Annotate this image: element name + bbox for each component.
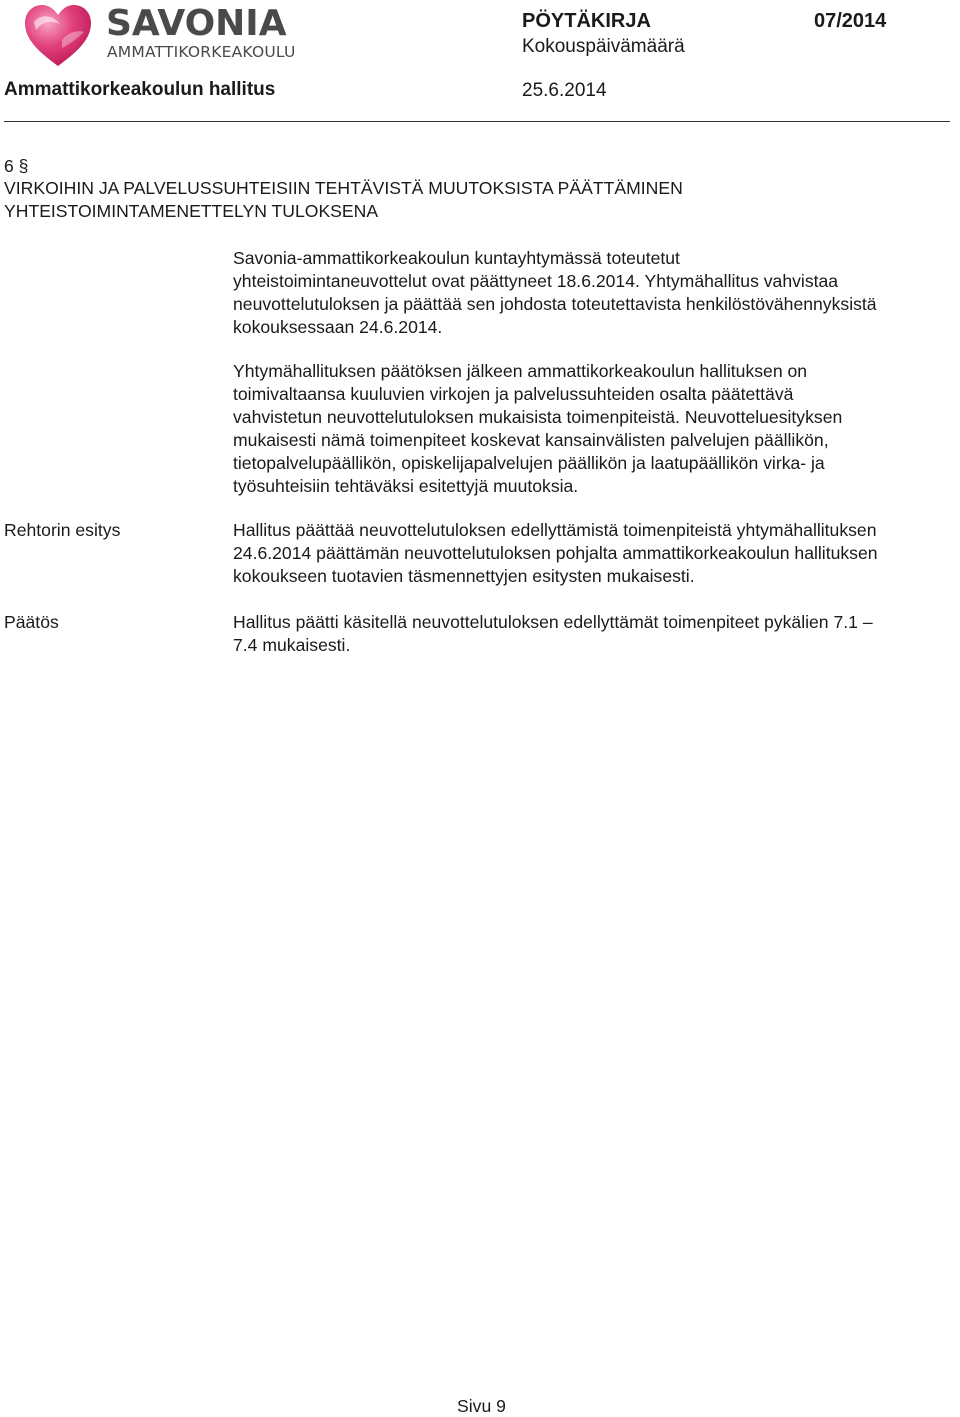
proposal-label: Rehtorin esitys [4,520,121,540]
background-paragraph-2 [233,360,960,498]
board-name: Ammattikorkeakoulun hallitus [4,79,276,100]
meeting-date: 25.6.2014 [522,80,607,101]
paragraph-line: kokoukseen tuotavien täsmennettyjen esitysten mukaisesti. [233,566,695,586]
paragraph-line: 7.4 mukaisesti. [233,635,351,655]
savonia-logo [22,2,296,68]
paragraph-line: kokouksessaan 24.6.2014. [233,317,443,337]
paragraph-line: työsuhteisiin tehtäväksi esitettyjä muutoksia. [233,476,579,496]
document-type: PÖYTÄKIRJA [522,10,651,32]
logo-wordmark: SAVONIA [106,3,287,44]
section-title-line: VIRKOIHIN JA PALVELUSSUHTEISIIN TEHTÄVISTÄ MUUTOKSISTA PÄÄTTÄMINEN [4,178,683,198]
decision-text [233,611,960,657]
decision-label: Päätös [4,612,59,632]
section-title [4,177,904,223]
paragraph-line: tietopalvelupäällikön, opiskelijapalvelujen päällikön ja laatupäällikön virka- ja [233,453,825,473]
paragraph-line: Hallitus päättää neuvottelutuloksen edellyttämistä toimenpiteistä yhtymähallituksen [233,520,877,540]
paragraph-line: yhteistoimintaneuvottelut ovat päättyneet 18.6.2014. Yhtymähallitus vahvistaa [233,271,839,291]
section-title-line: YHTEISTOIMINTAMENETTELYN TULOKSENA [4,201,379,221]
background-paragraph-1 [233,247,960,339]
proposal-text [233,519,960,588]
header-divider [4,121,950,122]
paragraph-line: Hallitus päätti käsitellä neuvottelutuloksen edellyttämät toimenpiteet pykälien 7.1 – [233,612,873,632]
logo-heart-icon [22,2,94,70]
document-number: 07/2014 [814,10,887,32]
paragraph-line: mukaisesti nämä toimenpiteet koskevat kansainvälisten palvelujen päällikön, [233,430,829,450]
paragraph-line: vahvistetun neuvottelutuloksen mukaisista toimenpiteistä. Neuvotteluesityksen [233,407,843,427]
paragraph-line: toimivaltaansa kuuluvien virkojen ja palvelussuhteiden osalta päätettävä [233,384,794,404]
paragraph-line: Savonia-ammattikorkeakoulun kuntayhtymässä toteutetut [233,248,680,268]
logo-subtitle: AMMATTIKORKEAKOULU [107,43,296,61]
page-number: Sivu 9 [457,1396,506,1416]
paragraph-line: 24.6.2014 päättämän neuvottelutuloksen pohjalta ammattikorkeakoulun hallituksen [233,543,878,563]
section-number: 6 § [4,156,29,176]
meeting-date-label: Kokouspäivämäärä [522,36,685,57]
paragraph-line: Yhtymähallituksen päätöksen jälkeen ammattikorkeakoulun hallituksen on [233,361,808,381]
paragraph-line: neuvottelutuloksen ja päättää sen johdosta toteutettavista henkilöstövähennyksistä [233,294,877,314]
